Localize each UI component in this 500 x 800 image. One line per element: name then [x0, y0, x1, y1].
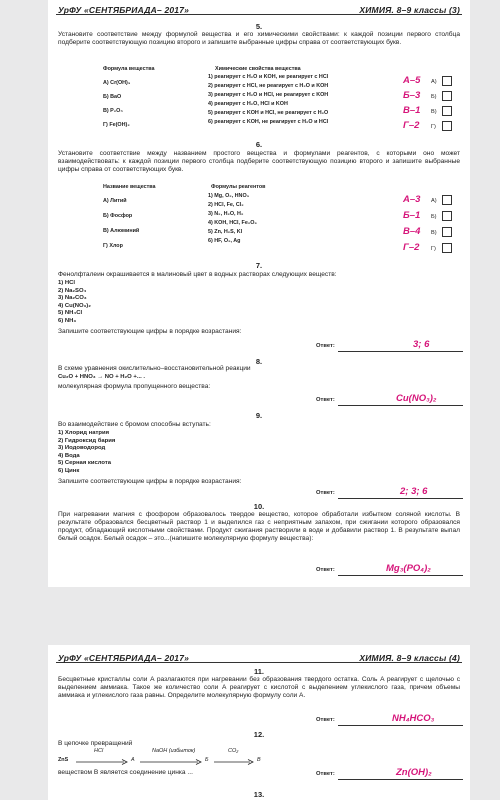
q6-right-6: 6) HF, O₂, Ag	[208, 238, 241, 244]
q12-answer-label: Ответ:	[316, 771, 335, 777]
q6-answer-b: Б–1	[403, 210, 421, 221]
chain-node-b: Б	[205, 757, 209, 763]
q9-option-4: 4) Вода	[58, 452, 80, 459]
q7-answer-line[interactable]	[338, 351, 463, 352]
q7-answer: 3; 6	[413, 339, 430, 350]
q5-right-4: 4) реагирует с H₂O, HCl и KOH	[208, 101, 288, 107]
question-7-text: Фенолфталеин окрашивается в малиновый цвет в водных растворах следующих веществ:	[58, 271, 337, 278]
q12-answer-line[interactable]	[338, 779, 463, 780]
q6-right-3: 3) N₂, H₂O, H₂	[208, 211, 244, 217]
question-8-text: В схеме уравнения окислительно–восстановительной реакции	[58, 365, 251, 372]
question-10-text: При нагревании магния с фосфором образовалось твердое вещество, которое обработали избытком соляной кислоты. В результате образовался бесцветный раствор 1 и выделился газ с неприятным запахом, при сжигании которого образовался продукт, обладающий кислотными свойствами. Продукт сжигания растворили в воде и добавили раствор 1. В результате выпал белый осадок. Белый осадок – это...(напишите молекулярную формулу вещества):	[58, 511, 460, 543]
q6-right-5: 5) Zn, H₂S, KI	[208, 229, 243, 235]
q5-box-label-b: Б)	[431, 94, 437, 100]
q5-left-d: Г) Fe(OH)₂	[103, 122, 130, 128]
q12-answer: Zn(OH)₂	[396, 767, 432, 778]
q11-answer-line[interactable]	[338, 725, 463, 726]
q5-answer-c: В–1	[403, 105, 421, 116]
q6-left-c: В) Алюминий	[103, 228, 140, 234]
q6-right-4: 4) KOH, HCl, Fe₂O₃	[208, 220, 257, 226]
q9-option-3: 3) Иодоводород	[58, 445, 106, 452]
q7-option-5: 5) NH₄Cl	[58, 310, 83, 317]
chain-start: ZnS	[58, 757, 69, 763]
page-header	[56, 651, 462, 663]
page-4	[48, 645, 470, 800]
q5-right-5: 5) реагирует с KOH и HCl, не реагирует с H₂O	[208, 110, 329, 116]
question-9-text: Во взаимодействие с бромом способны вступать:	[58, 421, 211, 428]
arrow-right-icon	[140, 759, 202, 765]
chain-reagent-1: HCl	[94, 748, 104, 754]
q6-answer-a: А–3	[403, 194, 421, 205]
chain-node-a: A	[131, 757, 135, 763]
q9-option-2: 2) Гидроксид бария	[58, 437, 116, 444]
q9-option-6: 6) Цинк	[58, 467, 80, 474]
q5-col1-header: Формула вещества	[103, 66, 155, 72]
q5-answer-box-a[interactable]	[442, 76, 452, 86]
q8-answer-line[interactable]	[338, 405, 463, 406]
q5-right-6: 6) реагирует с KOH, не реагирует с H₂O и HCl	[208, 119, 329, 125]
q6-box-label-c: В)	[431, 230, 437, 236]
chain-node-c: В	[257, 757, 261, 763]
q9-option-1: 1) Хлорид натрия	[58, 430, 110, 436]
page-3	[48, 0, 470, 587]
page-header	[56, 3, 462, 15]
chain-reagent-2: NaOH (избыток)	[152, 748, 196, 754]
q5-answer-box-d[interactable]	[442, 121, 452, 131]
q6-answer-c: В–4	[403, 226, 421, 237]
q7-option-6: 6) NH₃	[58, 317, 77, 324]
q6-answer-d: Г–2	[403, 242, 420, 253]
q6-box-label-a: А)	[431, 198, 437, 204]
q5-col2-header: Химические свойства вещества	[215, 66, 301, 72]
question-8-number: 8.	[255, 357, 263, 366]
q11-answer: NH₄HCO₃	[392, 713, 435, 724]
q7-option-1: 1) HCl	[58, 280, 76, 286]
header-left: УрФУ «СЕНТЯБРИАДА– 2017»	[58, 653, 190, 663]
q6-left-a: А) Литий	[103, 198, 127, 204]
q10-answer: Mg₃(PO₄)₂	[386, 563, 431, 574]
q5-answer-b: Б–3	[403, 90, 421, 101]
header-left: УрФУ «СЕНТЯБРИАДА– 2017»	[58, 5, 190, 15]
q9-options	[58, 430, 115, 476]
q12-text2: веществом В является соединение цинка ...	[58, 769, 193, 776]
header-right: ХИМИЯ. 8–9 классы (4)	[359, 653, 460, 663]
q7-option-2: 2) Na₂SO₄	[58, 287, 87, 294]
q8-answer-label: Ответ:	[316, 397, 335, 403]
q7-option-4: 4) Cu(NO₃)₂	[58, 302, 91, 309]
q5-left-b: Б) BaO	[103, 94, 122, 100]
q5-box-label-d: Г)	[431, 124, 436, 130]
q5-answer-box-b[interactable]	[442, 91, 452, 101]
q7-instruction: Запишите соответствующие цифры в порядке возрастания:	[58, 328, 242, 335]
q6-box-label-d: Г)	[431, 246, 436, 252]
question-6-number: 6.	[255, 140, 263, 149]
chain-reagent-3: CO₂	[228, 748, 239, 754]
question-5-number: 5.	[255, 22, 263, 31]
question-5-text: Установите соответствие между формулой вещества и его химическими свойствами: к каждой позиции первого столбца подберите соответствующую позицию второго и запишите выбранные цифры справа от соответствующих букв.	[58, 31, 460, 47]
q8-text2: молекулярная формула пропущенного вещества:	[58, 383, 211, 390]
q5-answer-box-c[interactable]	[442, 106, 452, 116]
question-11-text: Бесцветные кристаллы соли A разлагаются при нагревании без образования твердого остатка. Соль A реагирует с щелочью с выделением аммиака. Такое же количество соли A реагирует с кислотой с выделением углекислого газа, причем объемы аммиака и углекислого газа равны. Определите молекулярную формулу соли A.	[58, 676, 460, 700]
q6-col2-header: Формулы реагентов	[211, 184, 266, 190]
q6-answer-box-a[interactable]	[442, 195, 452, 205]
question-7-number: 7.	[255, 261, 263, 270]
q9-instruction: Запишите соответствующие цифры в порядке возрастания:	[58, 478, 242, 485]
q9-option-5: 5) Серная кислота	[58, 460, 112, 467]
q6-left-b: Б) Фосфор	[103, 213, 133, 219]
q7-answer-label: Ответ:	[316, 343, 335, 349]
q7-options	[58, 280, 91, 326]
question-13-number: 13.	[253, 790, 265, 799]
q5-right-2: 2) реагирует с HCl, не реагирует с H₂O и KOH	[208, 83, 329, 89]
q6-right-2: 2) HCl, Fe, Cl₂	[208, 202, 244, 208]
q5-right-3: 3) реагирует с H₂O и HCl, не реагирует с KOH	[208, 92, 329, 98]
arrow-right-icon	[76, 759, 128, 765]
q8-equation: Cu₂O + HNO₃ → NO + H₂O +... .	[58, 374, 146, 380]
question-6-text: Установите соответствие между названием простого вещества и формулами реагентов, с которыми оно может взаимодействовать: к каждой позиции первого столбца подберите соответствующую позицию второго и запишите выбранные цифры справа от соответствующих букв.	[58, 150, 460, 174]
q12-transformation-chain	[58, 747, 298, 769]
question-12-text: В цепочке превращений	[58, 740, 133, 747]
q9-answer-label: Ответ:	[316, 490, 335, 496]
q8-answer: Cu(NO₃)₂	[396, 393, 437, 404]
q5-answer-a: А–5	[403, 75, 421, 86]
question-12-number: 12.	[253, 730, 265, 739]
q6-col1-header: Название вещества	[103, 184, 156, 190]
q5-right-1: 1) реагирует с H₂O и KOH, не реагирует с HCl	[208, 74, 329, 80]
q6-right-1: 1) Mg, O₂, HNO₃	[208, 193, 250, 199]
q6-answer-box-d[interactable]	[442, 243, 452, 253]
header-right: ХИМИЯ. 8–9 классы (3)	[359, 5, 460, 15]
question-10-number: 10.	[253, 502, 265, 511]
question-11-number: 11.	[253, 667, 264, 676]
q5-left-a: А) Cr(OH)₃	[103, 80, 131, 86]
q7-option-3: 3) Na₂CO₃	[58, 295, 87, 302]
q6-box-label-b: Б)	[431, 214, 437, 220]
q5-answer-d: Г–2	[403, 120, 420, 131]
q5-box-label-c: В)	[431, 109, 437, 115]
q10-answer-label: Ответ:	[316, 567, 335, 573]
q5-box-label-a: А)	[431, 79, 437, 85]
arrow-right-icon	[214, 759, 254, 765]
q11-answer-label: Ответ:	[316, 717, 335, 723]
q10-answer-line[interactable]	[338, 575, 463, 576]
q5-left-c: В) P₂O₅	[103, 108, 123, 114]
q9-answer: 2; 3; 6	[400, 486, 428, 497]
q6-left-d: Г) Хлор	[103, 243, 123, 249]
q6-answer-box-c[interactable]	[442, 227, 452, 237]
q9-answer-line[interactable]	[338, 498, 463, 499]
question-9-number: 9.	[255, 411, 263, 420]
q6-answer-box-b[interactable]	[442, 211, 452, 221]
